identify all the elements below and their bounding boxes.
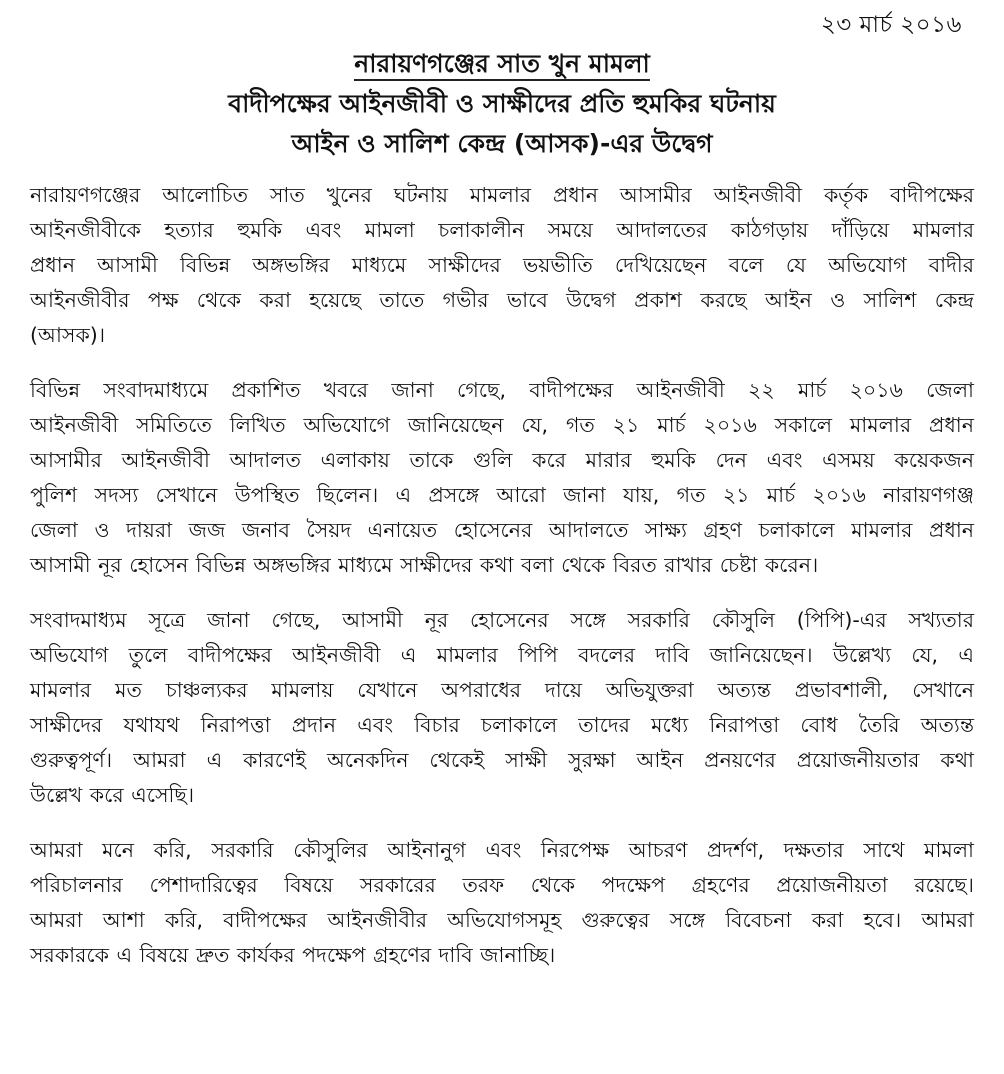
paragraph-line: প্রধান আসামী বিভিন্ন অঙ্গভঙ্গির মাধ্যমে সাক্ষীদের ভয়ভীতি দেখিয়েছেন বলে যে অভিযোগ বাদীর: [30, 253, 974, 277]
paragraph-line: আসামীর আইনজীবী আদালত এলাকায় তাকে গুলি করে মারার হুমকি দেন এবং এসময় কয়েকজন: [30, 448, 974, 472]
paragraph-3: [30, 603, 974, 813]
document-date: ২৩ মার্চ ২০১৬: [820, 12, 962, 38]
paragraph-line: পুলিশ সদস্য সেখানে উপস্থিত ছিলেন। এ প্রসঙ্গে আরো জানা যায়, গত ২১ মার্চ ২০১৬ নারায়ণগঞ্জ: [30, 483, 974, 507]
paragraph-line: নারায়ণগঞ্জের আলোচিত সাত খুনের ঘটনায় মামলার প্রধান আসামীর আইনজীবী কর্তৃক বাদীপক্ষের: [30, 183, 974, 207]
paragraph-2: [30, 373, 974, 583]
paragraph-line: উল্লেখ করে এসেছি।: [30, 783, 195, 807]
document-subtitle-1: বাদীপক্ষের আইনজীবী ও সাক্ষীদের প্রতি হুমকির ঘটনায়: [228, 89, 776, 118]
document-header: [0, 44, 1004, 164]
paragraph-4: [30, 833, 974, 973]
paragraph-line: সাক্ষীদের যথাযথ নিরাপত্তা প্রদান এবং বিচার চলাকালে তাদের মধ্যে নিরাপত্তা বোধ তৈরি অত্যন্ত: [30, 713, 974, 737]
paragraph-line: আমরা মনে করি, সরকারি কৌসুলির আইনানুগ এবং নিরপেক্ষ আচরণ প্রদর্শণ, দক্ষতার সাথে মামলা: [30, 838, 974, 862]
paragraph-line: আইনজীবী সমিতিতে লিখিত অভিযোগে জানিয়েছেন যে, গত ২১ মার্চ ২০১৬ সকালে মামলার প্রধান: [30, 413, 974, 437]
paragraph-line: সংবাদমাধ্যম সূত্রে জানা গেছে, আসামী নূর হোসেনের সঙ্গে সরকারি কৌসুলি (পিপি)-এর সখ্যতার: [30, 608, 974, 632]
paragraph-line: আমরা আশা করি, বাদীপক্ষের আইনজীবীর অভিযোগসমূহ গুরুত্বের সঙ্গে বিবেচনা করা হবে। আমরা: [30, 908, 974, 932]
paragraph-line: মামলার মত চাঞ্চল্যকর মামলায় যেখানে অপরাধের দায়ে অভিযুক্তরা অত্যন্ত প্রভাবশালী, সেখানে: [30, 678, 974, 702]
document-subtitle-2: আইন ও সালিশ কেন্দ্র (আসক)-এর উদ্বেগ: [291, 129, 713, 158]
paragraph-line: (আসক)।: [30, 323, 106, 347]
paragraph-line: অভিযোগ তুলে বাদীপক্ষের আইনজীবী এ মামলার পিপি বদলের দাবি জানিয়েছেন। উল্লেখ্য যে, এ: [30, 643, 974, 667]
paragraph-line: পরিচালনার পেশাদারিত্বের বিষয়ে সরকারের তরফ থেকে পদক্ষেপ গ্রহণের প্রয়োজনীয়তা রয়েছে।: [30, 873, 974, 897]
paragraph-line: গুরুত্বপূর্ণ। আমরা এ কারণেই অনেকদিন থেকেই সাক্ষী সুরক্ষা আইন প্রনয়ণের প্রয়োজনীয়তার কথা: [30, 748, 974, 772]
paragraph-line: বিভিন্ন সংবাদমাধ্যমে প্রকাশিত খবরে জানা গেছে, বাদীপক্ষের আইনজীবী ২২ মার্চ ২০১৬ জেলা: [30, 378, 974, 402]
paragraph-line: আইনজীবীকে হত্যার হুমকি এবং মামলা চলাকালীন সময়ে আদালতের কাঠগড়ায় দাঁড়িয়ে মামলার: [30, 218, 974, 242]
paragraph-line: আসামী নূর হোসেন বিভিন্ন অঙ্গভঙ্গির মাধ্যমে সাক্ষীদের কথা বলা থেকে বিরত রাখার চেষ্টা করেন।: [30, 553, 819, 577]
paragraph-line: সরকারকে এ বিষয়ে দ্রুত কার্যকর পদক্ষেপ গ্রহণের দাবি জানাচ্ছি।: [30, 943, 556, 967]
paragraph-line: আইনজীবীর পক্ষ থেকে করা হয়েছে তাতে গভীর ভাবে উদ্বেগ প্রকাশ করছে আইন ও সালিশ কেন্দ্র: [30, 288, 974, 312]
document-title-text: নারায়ণগঞ্জের সাত খুন মামলা: [354, 49, 649, 81]
document-title: [0, 44, 1004, 84]
paragraph-line: জেলা ও দায়রা জজ জনাব সৈয়দ এনায়েত হোসেনের আদালতে সাক্ষ্য গ্রহণ চলাকালে মামলার প্রধান: [30, 518, 974, 542]
document-body: [30, 178, 974, 993]
paragraph-1: [30, 178, 974, 353]
